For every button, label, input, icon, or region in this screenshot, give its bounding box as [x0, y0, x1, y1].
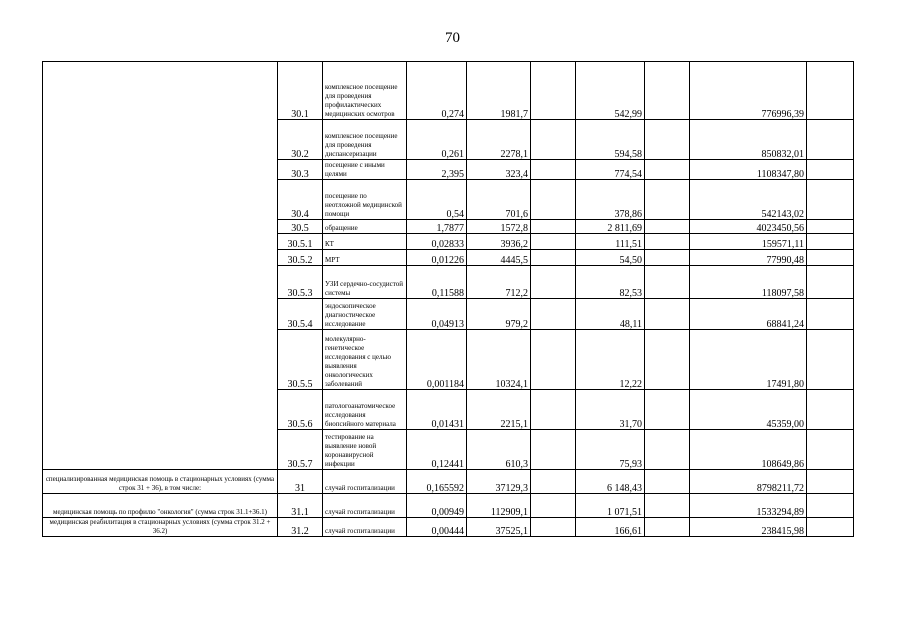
empty-cell — [645, 62, 690, 120]
empty-cell — [807, 62, 854, 120]
row-code: 31.2 — [278, 518, 323, 537]
cost-value: 4445,5 — [467, 250, 531, 266]
empty-cell — [531, 299, 576, 330]
empty-cell — [645, 220, 690, 234]
row-code: 30.5.2 — [278, 250, 323, 266]
empty-cell — [807, 330, 854, 390]
norm-value: 0,00444 — [407, 518, 467, 537]
empty-cell — [807, 120, 854, 160]
total-value: 1108347,80 — [690, 160, 807, 180]
table-body — [43, 62, 854, 537]
empty-cell — [645, 160, 690, 180]
empty-cell — [645, 266, 690, 299]
norm-value: 0,165592 — [407, 470, 467, 494]
row-code: 30.5.5 — [278, 330, 323, 390]
per-capita-value: 594,58 — [576, 120, 645, 160]
norm-value: 0,274 — [407, 62, 467, 120]
empty-cell — [807, 299, 854, 330]
norm-value: 0,11588 — [407, 266, 467, 299]
empty-cell — [531, 250, 576, 266]
per-capita-value: 48,11 — [576, 299, 645, 330]
per-capita-value: 54,50 — [576, 250, 645, 266]
norm-value: 0,54 — [407, 180, 467, 220]
norm-value: 0,00949 — [407, 494, 467, 518]
financing-table — [42, 61, 854, 537]
empty-cell — [807, 160, 854, 180]
per-capita-value: 82,53 — [576, 266, 645, 299]
per-capita-value: 6 148,43 — [576, 470, 645, 494]
empty-cell — [807, 266, 854, 299]
empty-cell — [645, 518, 690, 537]
empty-cell — [531, 390, 576, 430]
row-code: 30.5.7 — [278, 430, 323, 470]
table-row — [43, 518, 854, 537]
empty-cell — [531, 330, 576, 390]
unit-name: комплексное посещение для проведения профилактических медицинских осмотров — [323, 62, 407, 120]
page-number: 70 — [445, 30, 460, 46]
empty-cell — [807, 234, 854, 250]
empty-cell — [531, 234, 576, 250]
empty-cell — [531, 266, 576, 299]
unit-name: молекулярно-генетическое исследования с целью выявления онкологических заболеваний — [323, 330, 407, 390]
per-capita-value: 2 811,69 — [576, 220, 645, 234]
row-code: 30.2 — [278, 120, 323, 160]
per-capita-value: 542,99 — [576, 62, 645, 120]
empty-cell — [807, 220, 854, 234]
unit-name: обращение — [323, 220, 407, 234]
empty-cell — [807, 250, 854, 266]
row-code: 30.5.3 — [278, 266, 323, 299]
empty-cell — [531, 430, 576, 470]
empty-cell — [531, 518, 576, 537]
cost-value: 701,6 — [467, 180, 531, 220]
unit-name: случай госпитализации — [323, 470, 407, 494]
norm-value: 2,395 — [407, 160, 467, 180]
norm-value: 0,01431 — [407, 390, 467, 430]
empty-cell — [645, 250, 690, 266]
empty-cell — [645, 120, 690, 160]
row-description-cell — [43, 62, 278, 470]
cost-value: 112909,1 — [467, 494, 531, 518]
unit-name: случай госпитализации — [323, 518, 407, 537]
empty-cell — [531, 180, 576, 220]
empty-cell — [531, 470, 576, 494]
norm-value: 0,261 — [407, 120, 467, 160]
row-description: медицинская реабилитация в стационарных условиях (сумма строк 31.2 + 36.2) — [43, 518, 278, 537]
total-value: 542143,02 — [690, 180, 807, 220]
unit-name: МРТ — [323, 250, 407, 266]
row-code: 30.5 — [278, 220, 323, 234]
row-description: специализированная медицинская помощь в стационарных условиях (сумма строк 31 + 36), в том числе: — [43, 470, 278, 494]
empty-cell — [807, 180, 854, 220]
unit-name: посещение по неотложной медицинской помощи — [323, 180, 407, 220]
total-value: 108649,86 — [690, 430, 807, 470]
unit-name: КТ — [323, 234, 407, 250]
per-capita-value: 378,86 — [576, 180, 645, 220]
cost-value: 979,2 — [467, 299, 531, 330]
empty-cell — [807, 518, 854, 537]
unit-name: патологоанатомическое исследования биопсийного материала — [323, 390, 407, 430]
unit-name: эндоскопическое диагностическое исследование — [323, 299, 407, 330]
per-capita-value: 1 071,51 — [576, 494, 645, 518]
cost-value: 3936,2 — [467, 234, 531, 250]
cost-value: 1981,7 — [467, 62, 531, 120]
unit-name: посещение с иными целями — [323, 160, 407, 180]
per-capita-value: 166,61 — [576, 518, 645, 537]
per-capita-value: 12,22 — [576, 330, 645, 390]
row-code: 30.5.4 — [278, 299, 323, 330]
per-capita-value: 774,54 — [576, 160, 645, 180]
cost-value: 2278,1 — [467, 120, 531, 160]
total-value: 118097,58 — [690, 266, 807, 299]
row-code: 30.1 — [278, 62, 323, 120]
empty-cell — [645, 470, 690, 494]
empty-cell — [645, 180, 690, 220]
empty-cell — [807, 470, 854, 494]
empty-cell — [645, 234, 690, 250]
per-capita-value: 31,70 — [576, 390, 645, 430]
norm-value: 0,02833 — [407, 234, 467, 250]
empty-cell — [531, 220, 576, 234]
table-row — [43, 494, 854, 518]
total-value: 850832,01 — [690, 120, 807, 160]
total-value: 4023450,56 — [690, 220, 807, 234]
per-capita-value: 111,51 — [576, 234, 645, 250]
norm-value: 0,04913 — [407, 299, 467, 330]
row-code: 30.4 — [278, 180, 323, 220]
cost-value: 10324,1 — [467, 330, 531, 390]
row-code: 31.1 — [278, 494, 323, 518]
table-row — [43, 62, 854, 120]
empty-cell — [645, 299, 690, 330]
cost-value: 610,3 — [467, 430, 531, 470]
cost-value: 2215,1 — [467, 390, 531, 430]
per-capita-value: 75,93 — [576, 430, 645, 470]
total-value: 8798211,72 — [690, 470, 807, 494]
total-value: 776996,39 — [690, 62, 807, 120]
empty-cell — [645, 494, 690, 518]
norm-value: 1,7877 — [407, 220, 467, 234]
empty-cell — [531, 120, 576, 160]
row-description: медицинская помощь по профилю "онкология" (сумма строк 31.1+36.1) — [43, 494, 278, 518]
empty-cell — [645, 330, 690, 390]
empty-cell — [531, 62, 576, 120]
row-code: 31 — [278, 470, 323, 494]
cost-value: 712,2 — [467, 266, 531, 299]
total-value: 45359,00 — [690, 390, 807, 430]
unit-name: комплексное посещение для проведения диспансеризации — [323, 120, 407, 160]
cost-value: 323,4 — [467, 160, 531, 180]
unit-name: УЗИ сердечно-сосудистой системы — [323, 266, 407, 299]
unit-name: тестирование на выявление новой коронавирусной инфекции — [323, 430, 407, 470]
table-row — [43, 470, 854, 494]
empty-cell — [807, 430, 854, 470]
unit-name: случай госпитализации — [323, 494, 407, 518]
norm-value: 0,12441 — [407, 430, 467, 470]
total-value: 1533294,89 — [690, 494, 807, 518]
cost-value: 37129,3 — [467, 470, 531, 494]
total-value: 238415,98 — [690, 518, 807, 537]
row-code: 30.3 — [278, 160, 323, 180]
total-value: 17491,80 — [690, 330, 807, 390]
empty-cell — [807, 390, 854, 430]
empty-cell — [645, 390, 690, 430]
empty-cell — [531, 160, 576, 180]
total-value: 77990,48 — [690, 250, 807, 266]
total-value: 159571,11 — [690, 234, 807, 250]
cost-value: 37525,1 — [467, 518, 531, 537]
empty-cell — [531, 494, 576, 518]
norm-value: 0,01226 — [407, 250, 467, 266]
norm-value: 0,001184 — [407, 330, 467, 390]
row-code: 30.5.6 — [278, 390, 323, 430]
total-value: 68841,24 — [690, 299, 807, 330]
cost-value: 1572,8 — [467, 220, 531, 234]
empty-cell — [807, 494, 854, 518]
empty-cell — [645, 430, 690, 470]
row-code: 30.5.1 — [278, 234, 323, 250]
